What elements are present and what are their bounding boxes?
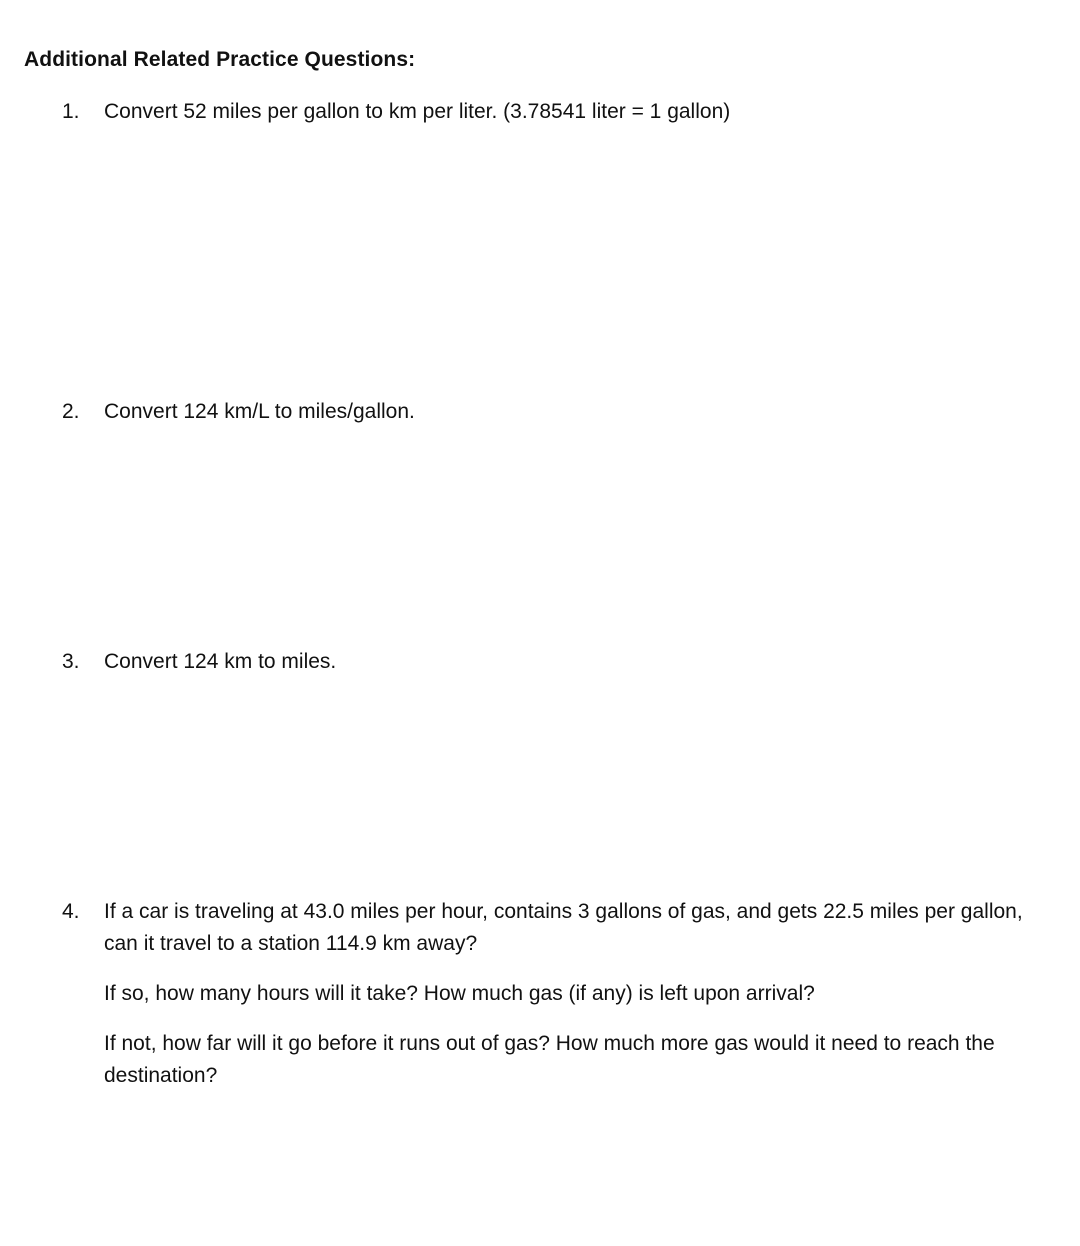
question-text: Convert 124 km to miles. [104,650,337,673]
question-number: 1. [62,100,80,123]
question-number: 4. [62,900,80,923]
question-3 [62,646,1052,678]
question-text: If a car is traveling at 43.0 miles per hour, contains 3 gallons of gas, and gets 22.5 miles per gallon, can it travel to a station 114.9 km away? [104,900,1023,955]
follow-up-if-so: If so, how many hours will it take? How much gas (if any) is left upon arrival? [104,982,815,1005]
question-4 [62,896,1052,1092]
section-heading: Additional Related Practice Questions: [24,48,416,71]
question-number: 2. [62,400,80,423]
question-body [104,896,1052,1092]
question-text: Convert 124 km/L to miles/gallon. [104,400,415,423]
question-2 [62,396,1052,428]
question-body [104,646,1052,678]
question-text: Convert 52 miles per gallon to km per liter. (3.78541 liter = 1 gallon) [104,100,731,123]
question-number: 3. [62,650,80,673]
question-1 [62,96,1052,128]
question-body [104,96,1052,128]
follow-up-if-not: If not, how far will it go before it runs out of gas? How much more gas would it need to reach the destination? [104,1032,995,1087]
question-body [104,396,1052,428]
